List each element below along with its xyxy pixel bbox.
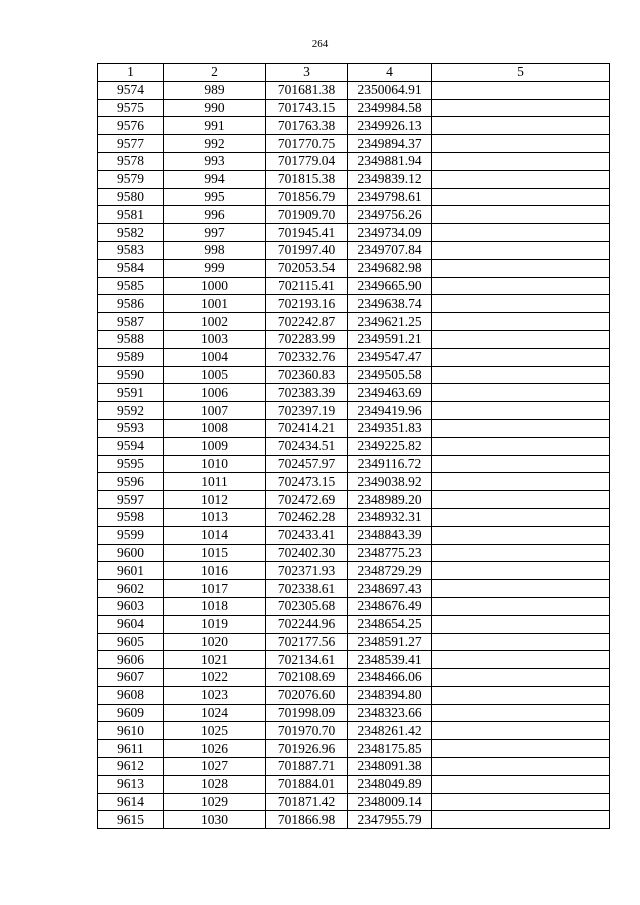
table-cell: 999 [164, 259, 266, 277]
table-cell: 701856.79 [266, 188, 348, 206]
table-cell: 1023 [164, 686, 266, 704]
table-cell: 2348843.39 [348, 526, 432, 544]
table-cell: 702338.61 [266, 580, 348, 598]
table-row [98, 651, 610, 669]
table-cell: 992 [164, 135, 266, 153]
table-cell [432, 170, 610, 188]
table-cell: 702402.30 [266, 544, 348, 562]
table-cell: 702371.93 [266, 562, 348, 580]
table-cell: 2348989.20 [348, 491, 432, 509]
table-cell: 701871.42 [266, 793, 348, 811]
table-cell: 2349798.61 [348, 188, 432, 206]
table-cell: 1000 [164, 277, 266, 295]
table-cell: 9588 [98, 330, 164, 348]
table-row [98, 330, 610, 348]
table-cell: 1011 [164, 473, 266, 491]
table-cell: 2349734.09 [348, 224, 432, 242]
table-cell [432, 366, 610, 384]
table-row [98, 544, 610, 562]
table-cell: 2348932.31 [348, 508, 432, 526]
table-row [98, 722, 610, 740]
table-cell [432, 152, 610, 170]
table-cell: 1021 [164, 651, 266, 669]
table-cell [432, 686, 610, 704]
table-cell: 1003 [164, 330, 266, 348]
table-cell: 702242.87 [266, 313, 348, 331]
table-cell: 2349116.72 [348, 455, 432, 473]
table-cell: 701770.75 [266, 135, 348, 153]
table-cell: 1008 [164, 419, 266, 437]
table-cell: 9576 [98, 117, 164, 135]
column-header: 3 [266, 64, 348, 82]
table-cell [432, 811, 610, 829]
table-cell: 9574 [98, 81, 164, 99]
table-row [98, 419, 610, 437]
table-cell [432, 526, 610, 544]
table-cell [432, 722, 610, 740]
table-cell: 2349463.69 [348, 384, 432, 402]
table-cell: 2349591.21 [348, 330, 432, 348]
table-cell: 2347955.79 [348, 811, 432, 829]
table-cell [432, 633, 610, 651]
table-cell: 2348539.41 [348, 651, 432, 669]
table-cell: 9582 [98, 224, 164, 242]
table-cell: 1002 [164, 313, 266, 331]
table-cell: 701887.71 [266, 758, 348, 776]
table-cell [432, 384, 610, 402]
table-cell: 702433.41 [266, 526, 348, 544]
table-cell: 2349682.98 [348, 259, 432, 277]
table-cell: 701681.38 [266, 81, 348, 99]
table-cell [432, 277, 610, 295]
table-row [98, 241, 610, 259]
table-cell: 2348175.85 [348, 740, 432, 758]
table-cell: 9610 [98, 722, 164, 740]
table-cell: 1014 [164, 526, 266, 544]
table-cell: 989 [164, 81, 266, 99]
table-cell: 9581 [98, 206, 164, 224]
table-header-row [98, 64, 610, 82]
table-cell [432, 775, 610, 793]
table-cell: 9594 [98, 437, 164, 455]
table-row [98, 135, 610, 153]
table-cell: 701945.41 [266, 224, 348, 242]
table-cell: 1012 [164, 491, 266, 509]
table-cell: 9584 [98, 259, 164, 277]
table-cell: 702283.99 [266, 330, 348, 348]
table-cell [432, 455, 610, 473]
table-row [98, 704, 610, 722]
table-cell: 2348697.43 [348, 580, 432, 598]
table-cell: 991 [164, 117, 266, 135]
table-row [98, 615, 610, 633]
table-cell [432, 544, 610, 562]
coordinates-table [97, 63, 610, 829]
table-cell [432, 117, 610, 135]
table-cell [432, 491, 610, 509]
table-cell [432, 295, 610, 313]
table-row [98, 669, 610, 687]
table-row [98, 580, 610, 598]
table-cell [432, 259, 610, 277]
table-cell [432, 206, 610, 224]
table-cell: 1030 [164, 811, 266, 829]
table-cell: 2349547.47 [348, 348, 432, 366]
table-cell: 702108.69 [266, 669, 348, 687]
table-cell: 2348009.14 [348, 793, 432, 811]
table-cell: 9611 [98, 740, 164, 758]
column-header: 4 [348, 64, 432, 82]
table-cell: 9603 [98, 597, 164, 615]
table-cell: 701779.04 [266, 152, 348, 170]
table-cell: 9613 [98, 775, 164, 793]
table-cell: 1018 [164, 597, 266, 615]
table-cell: 2348591.27 [348, 633, 432, 651]
table-row [98, 402, 610, 420]
table-cell [432, 330, 610, 348]
table-cell [432, 669, 610, 687]
table-cell: 994 [164, 170, 266, 188]
table-cell: 1028 [164, 775, 266, 793]
table-row [98, 366, 610, 384]
table-row [98, 811, 610, 829]
table-cell: 9589 [98, 348, 164, 366]
table-cell: 2349505.58 [348, 366, 432, 384]
table-cell: 1005 [164, 366, 266, 384]
table-cell [432, 188, 610, 206]
table-cell [432, 793, 610, 811]
table-row [98, 224, 610, 242]
table-cell: 2349351.83 [348, 419, 432, 437]
table-cell: 702305.68 [266, 597, 348, 615]
table-cell: 9602 [98, 580, 164, 598]
table-cell: 9578 [98, 152, 164, 170]
table-cell: 701909.70 [266, 206, 348, 224]
table-cell: 9615 [98, 811, 164, 829]
table-cell [432, 402, 610, 420]
table-cell: 2348676.49 [348, 597, 432, 615]
table-cell [432, 562, 610, 580]
table-cell: 1020 [164, 633, 266, 651]
table-cell [432, 313, 610, 331]
table-row [98, 259, 610, 277]
table-cell: 2349665.90 [348, 277, 432, 295]
table-cell: 701815.38 [266, 170, 348, 188]
table-cell: 9593 [98, 419, 164, 437]
table-cell: 1010 [164, 455, 266, 473]
table-cell: 702462.28 [266, 508, 348, 526]
table-cell: 1013 [164, 508, 266, 526]
table-cell: 702134.61 [266, 651, 348, 669]
page-number: 264 [311, 38, 329, 50]
table-cell: 2349926.13 [348, 117, 432, 135]
table-cell: 2348261.42 [348, 722, 432, 740]
table-cell [432, 615, 610, 633]
table-cell: 996 [164, 206, 266, 224]
table-cell: 1001 [164, 295, 266, 313]
table-cell [432, 241, 610, 259]
table-row [98, 81, 610, 99]
table-cell: 2349707.84 [348, 241, 432, 259]
table-row [98, 170, 610, 188]
table-cell: 1024 [164, 704, 266, 722]
table-cell: 1006 [164, 384, 266, 402]
table-cell [432, 651, 610, 669]
table-cell: 702472.69 [266, 491, 348, 509]
table-cell: 702115.41 [266, 277, 348, 295]
table-row [98, 775, 610, 793]
table-cell: 2349419.96 [348, 402, 432, 420]
table-cell: 9585 [98, 277, 164, 295]
table-cell: 9596 [98, 473, 164, 491]
table-row [98, 526, 610, 544]
table-cell: 2349038.92 [348, 473, 432, 491]
table-cell: 702244.96 [266, 615, 348, 633]
table-cell: 9605 [98, 633, 164, 651]
table-cell [432, 473, 610, 491]
table-cell: 702434.51 [266, 437, 348, 455]
table-cell: 1026 [164, 740, 266, 758]
table-cell: 702397.19 [266, 402, 348, 420]
table-cell: 2349638.74 [348, 295, 432, 313]
table-row [98, 562, 610, 580]
table-cell: 9601 [98, 562, 164, 580]
table-row [98, 740, 610, 758]
table-row [98, 188, 610, 206]
table-row [98, 455, 610, 473]
table-cell: 2349621.25 [348, 313, 432, 331]
table-cell: 702053.54 [266, 259, 348, 277]
table-row [98, 384, 610, 402]
table-row [98, 473, 610, 491]
table-cell: 701743.15 [266, 99, 348, 117]
table-cell [432, 348, 610, 366]
table-row [98, 348, 610, 366]
table-cell: 702332.76 [266, 348, 348, 366]
column-header: 2 [164, 64, 266, 82]
table-cell: 9575 [98, 99, 164, 117]
table-cell: 9579 [98, 170, 164, 188]
table-cell: 1025 [164, 722, 266, 740]
table-cell: 1015 [164, 544, 266, 562]
table-row [98, 437, 610, 455]
table-body [98, 81, 610, 828]
table-cell [432, 758, 610, 776]
table-row [98, 633, 610, 651]
table-cell [432, 99, 610, 117]
table-cell: 9597 [98, 491, 164, 509]
table-cell: 702193.16 [266, 295, 348, 313]
table-cell: 2348775.23 [348, 544, 432, 562]
table-cell: 2349756.26 [348, 206, 432, 224]
table-cell: 9599 [98, 526, 164, 544]
table-row [98, 99, 610, 117]
table-cell: 993 [164, 152, 266, 170]
table-cell: 702473.15 [266, 473, 348, 491]
table-cell [432, 597, 610, 615]
table-cell: 701884.01 [266, 775, 348, 793]
table-cell: 1029 [164, 793, 266, 811]
table-cell: 2349839.12 [348, 170, 432, 188]
table-row [98, 686, 610, 704]
table-cell: 702360.83 [266, 366, 348, 384]
table-row [98, 277, 610, 295]
table-cell: 997 [164, 224, 266, 242]
table-cell: 2349881.94 [348, 152, 432, 170]
table-row [98, 508, 610, 526]
table-cell: 9592 [98, 402, 164, 420]
table-cell: 1016 [164, 562, 266, 580]
table-cell: 702177.56 [266, 633, 348, 651]
table-cell [432, 740, 610, 758]
table-cell: 2348729.29 [348, 562, 432, 580]
table-cell: 2350064.91 [348, 81, 432, 99]
table-cell: 2348049.89 [348, 775, 432, 793]
table-cell: 9586 [98, 295, 164, 313]
table-cell: 9607 [98, 669, 164, 687]
table-cell: 702076.60 [266, 686, 348, 704]
table-cell: 2349984.58 [348, 99, 432, 117]
table-row [98, 597, 610, 615]
table-cell [432, 580, 610, 598]
table-cell: 9606 [98, 651, 164, 669]
table-cell: 9595 [98, 455, 164, 473]
table-cell [432, 224, 610, 242]
table-cell: 9600 [98, 544, 164, 562]
table-cell: 9590 [98, 366, 164, 384]
table-cell: 701998.09 [266, 704, 348, 722]
table-row [98, 117, 610, 135]
table-cell: 9609 [98, 704, 164, 722]
table-cell: 2348394.80 [348, 686, 432, 704]
table-cell: 702383.39 [266, 384, 348, 402]
table-row [98, 206, 610, 224]
table-cell: 9583 [98, 241, 164, 259]
table-cell: 1022 [164, 669, 266, 687]
table-cell: 9614 [98, 793, 164, 811]
table-cell: 1004 [164, 348, 266, 366]
table-row [98, 295, 610, 313]
table-cell: 701926.96 [266, 740, 348, 758]
table-cell: 701997.40 [266, 241, 348, 259]
table-cell: 9604 [98, 615, 164, 633]
column-header: 1 [98, 64, 164, 82]
table-cell: 1009 [164, 437, 266, 455]
table-cell: 1019 [164, 615, 266, 633]
table-row [98, 152, 610, 170]
table-cell [432, 135, 610, 153]
table-cell [432, 508, 610, 526]
column-header: 5 [432, 64, 610, 82]
table-cell: 701970.70 [266, 722, 348, 740]
table-cell: 702414.21 [266, 419, 348, 437]
table-row [98, 491, 610, 509]
table-cell: 9608 [98, 686, 164, 704]
table-cell: 9587 [98, 313, 164, 331]
table-cell: 995 [164, 188, 266, 206]
table-cell: 2349894.37 [348, 135, 432, 153]
table-cell: 9577 [98, 135, 164, 153]
table-cell [432, 419, 610, 437]
table-cell [432, 704, 610, 722]
table-row [98, 793, 610, 811]
table-cell: 9580 [98, 188, 164, 206]
table-cell: 9598 [98, 508, 164, 526]
table-cell: 1017 [164, 580, 266, 598]
table-cell: 2349225.82 [348, 437, 432, 455]
table-row [98, 758, 610, 776]
table-row [98, 313, 610, 331]
table-cell: 702457.97 [266, 455, 348, 473]
table-cell: 2348323.66 [348, 704, 432, 722]
table-cell: 2348091.38 [348, 758, 432, 776]
table-cell: 9612 [98, 758, 164, 776]
table-cell: 9591 [98, 384, 164, 402]
table-cell: 990 [164, 99, 266, 117]
table-cell: 701866.98 [266, 811, 348, 829]
table-cell: 998 [164, 241, 266, 259]
table-cell [432, 437, 610, 455]
table-cell [432, 81, 610, 99]
table-cell: 2348466.06 [348, 669, 432, 687]
table-cell: 701763.38 [266, 117, 348, 135]
table-cell: 2348654.25 [348, 615, 432, 633]
table-cell: 1007 [164, 402, 266, 420]
table-cell: 1027 [164, 758, 266, 776]
